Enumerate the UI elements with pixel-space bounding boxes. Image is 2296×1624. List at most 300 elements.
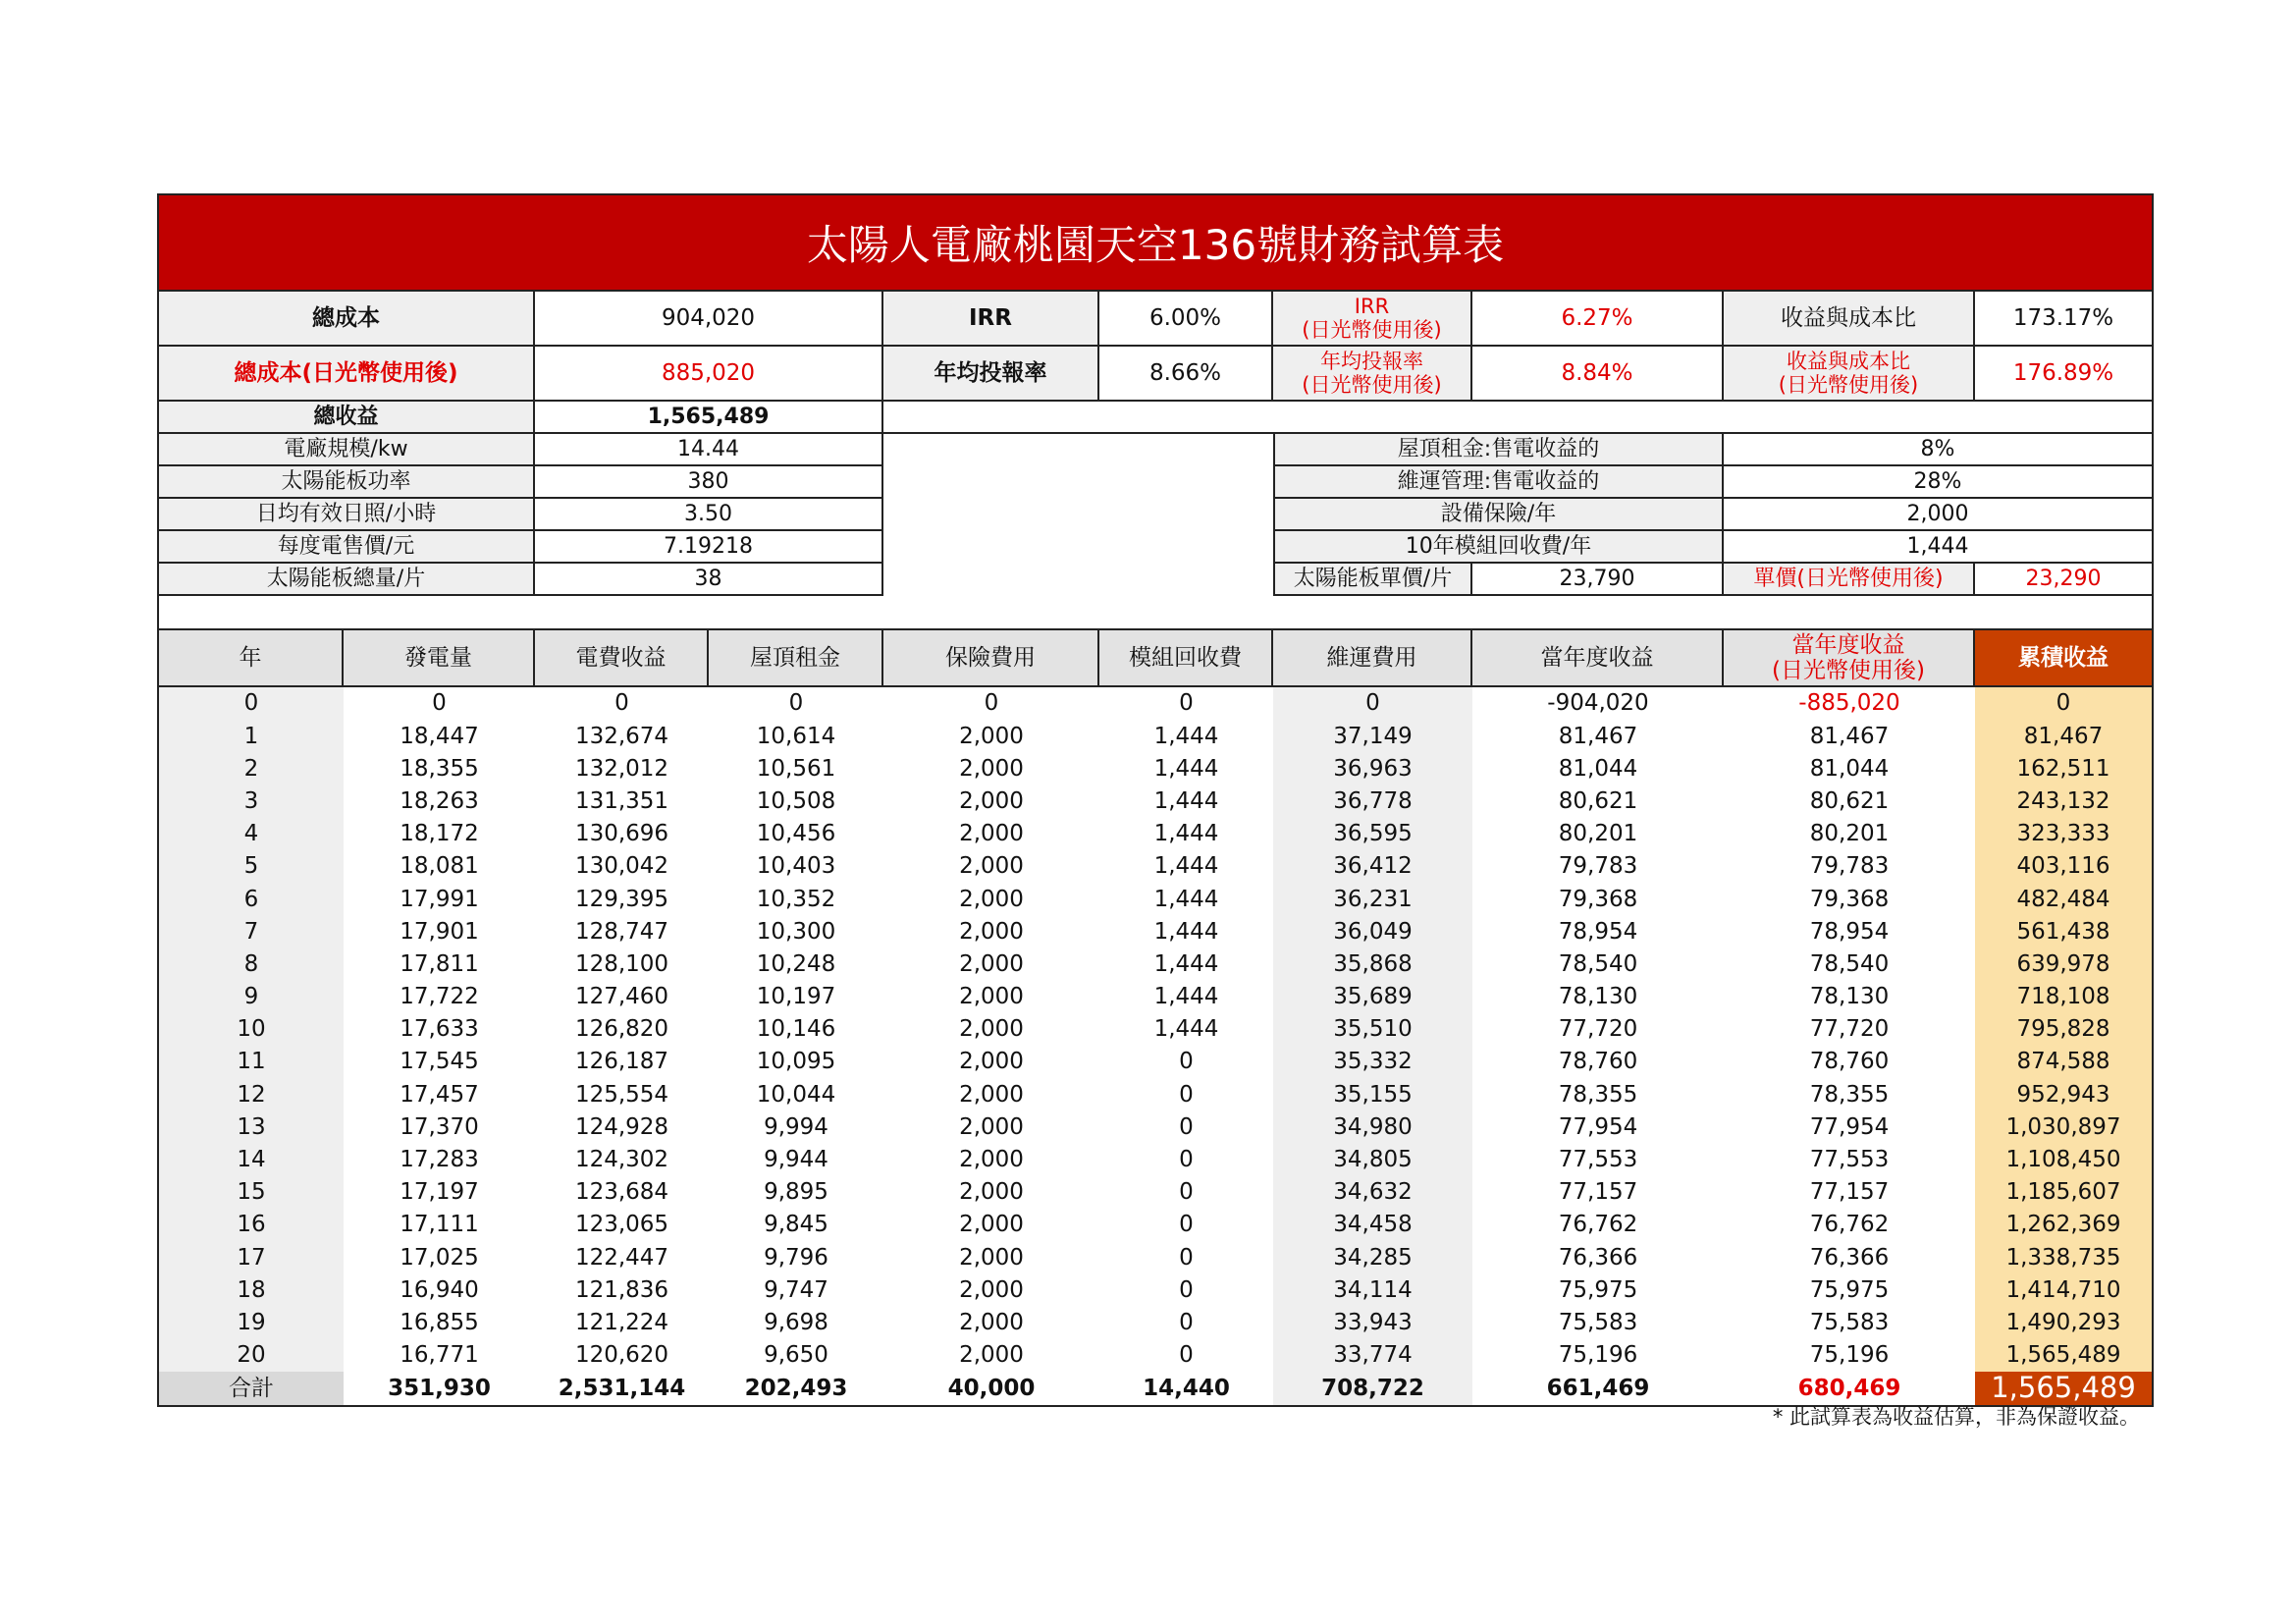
table-cell: 17,283 bbox=[400, 1147, 479, 1172]
table-cell: 17,991 bbox=[400, 886, 479, 912]
table-cell: 17,633 bbox=[400, 1016, 479, 1043]
table-cell: 75,975 bbox=[1809, 1276, 1890, 1303]
total-cell: 351,930 bbox=[388, 1375, 491, 1401]
summary-row-2 bbox=[159, 347, 2152, 402]
table-cell: 2,000 bbox=[959, 1016, 1024, 1043]
table-cell: 1,444 bbox=[1153, 950, 1219, 977]
table-cell: 2,000 bbox=[959, 1081, 1024, 1108]
table-cell: 10 bbox=[159, 1013, 344, 1046]
table-cell: 35,155 bbox=[1273, 1078, 1472, 1110]
table-cell: 75,975 bbox=[1558, 1276, 1638, 1303]
table-cell: 131,351 bbox=[574, 787, 669, 814]
info-row-5 bbox=[159, 564, 2152, 596]
table-cell: 1,444 bbox=[1153, 821, 1219, 847]
table-cell: 76,762 bbox=[1809, 1212, 1890, 1238]
table-cell: 2,000 bbox=[959, 1342, 1024, 1369]
table-cell: 37,149 bbox=[1273, 720, 1472, 752]
total-cost-label: 總成本 bbox=[159, 292, 535, 347]
table-cell: 16,771 bbox=[400, 1342, 479, 1369]
summary-row-1 bbox=[159, 292, 2152, 347]
info-label: 日均有效日照/小時 bbox=[159, 499, 535, 531]
table-cell: 0 bbox=[1179, 1212, 1194, 1238]
ratio-sun-label-line1: 收益與成本比 bbox=[1787, 349, 1910, 373]
financial-sheet bbox=[157, 193, 2154, 1407]
table-cell: 2,000 bbox=[959, 886, 1024, 912]
sheet-title: 太陽人電廠桃園天空136號財務試算表 bbox=[159, 195, 2152, 292]
table-cell: 9,895 bbox=[764, 1179, 828, 1206]
table-cell: 78,540 bbox=[1809, 950, 1890, 977]
table-cell: 10,561 bbox=[756, 755, 836, 782]
table-row bbox=[159, 948, 2152, 981]
table-cell: 9,650 bbox=[764, 1342, 828, 1369]
table-row bbox=[159, 850, 2152, 883]
table-cell: 0 bbox=[1179, 1276, 1194, 1303]
info-label: 屋頂租金:售電收益的 bbox=[1273, 434, 1724, 466]
table-cell: 2 bbox=[159, 752, 344, 785]
info-value: 380 bbox=[535, 466, 883, 499]
irr-sun-label-line1: IRR bbox=[1354, 294, 1390, 318]
table-cell: 35,689 bbox=[1273, 981, 1472, 1013]
table-cell: 243,132 bbox=[1975, 785, 2152, 818]
table-cell: 2,000 bbox=[959, 1147, 1024, 1172]
ratio-value: 173.17% bbox=[1975, 292, 2152, 347]
table-cell: 123,065 bbox=[574, 1212, 669, 1238]
table-cell: 1,444 bbox=[1153, 755, 1219, 782]
table-cell: 10,146 bbox=[756, 1016, 836, 1043]
table-cell: 1,444 bbox=[1153, 723, 1219, 749]
table-cell: 75,583 bbox=[1809, 1309, 1890, 1335]
header-generation: 發電量 bbox=[344, 630, 535, 687]
table-cell: 17,111 bbox=[400, 1212, 479, 1238]
table-cell: 2,000 bbox=[959, 1244, 1024, 1271]
table-cell: 9,845 bbox=[764, 1212, 828, 1238]
info-row-3 bbox=[159, 499, 2152, 531]
table-cell: 2,000 bbox=[959, 1179, 1024, 1206]
table-cell: 36,049 bbox=[1273, 915, 1472, 947]
table-row bbox=[159, 1307, 2152, 1339]
table-cell: 3 bbox=[159, 785, 344, 818]
header-maintenance: 維運費用 bbox=[1273, 630, 1472, 687]
table-cell: 121,224 bbox=[574, 1309, 669, 1335]
table-cell: 124,928 bbox=[574, 1113, 669, 1140]
table-cell: 162,511 bbox=[1975, 752, 2152, 785]
table-cell: 2,000 bbox=[959, 821, 1024, 847]
table-row bbox=[159, 1176, 2152, 1209]
table-cell: 36,963 bbox=[1273, 752, 1472, 785]
table-cell: 10,095 bbox=[756, 1049, 836, 1075]
table-cell: 35,510 bbox=[1273, 1013, 1472, 1046]
table-cell: -885,020 bbox=[1798, 690, 1900, 717]
table-cell: 9,796 bbox=[764, 1244, 828, 1271]
table-cell: 78,355 bbox=[1809, 1081, 1890, 1108]
table-cell: 9,994 bbox=[764, 1113, 828, 1140]
table-row bbox=[159, 720, 2152, 752]
table-cell: 0 bbox=[1179, 690, 1194, 717]
table-cell: 17,457 bbox=[400, 1081, 479, 1108]
table-cell: 2,000 bbox=[959, 984, 1024, 1010]
table-cell: 323,333 bbox=[1975, 818, 2152, 850]
info-value: 8% bbox=[1724, 434, 2152, 466]
unit-price-sun-value: 23,290 bbox=[1975, 564, 2152, 596]
table-cell: 36,595 bbox=[1273, 818, 1472, 850]
table-cell: 5 bbox=[159, 850, 344, 883]
table-cell: 79,783 bbox=[1809, 853, 1890, 880]
total-cost-sun-value: 885,020 bbox=[535, 347, 883, 402]
header-annual-income: 當年度收益 bbox=[1472, 630, 1724, 687]
table-cell: 80,621 bbox=[1558, 787, 1638, 814]
header-annual-income-sun bbox=[1724, 630, 1975, 687]
table-row bbox=[159, 1013, 2152, 1046]
table-cell: 0 bbox=[1179, 1113, 1194, 1140]
table-cell: 17,197 bbox=[400, 1179, 479, 1206]
info-value: 28% bbox=[1724, 466, 2152, 499]
table-cell: 77,720 bbox=[1809, 1016, 1890, 1043]
table-cell: 10,456 bbox=[756, 821, 836, 847]
table-cell: 639,978 bbox=[1975, 948, 2152, 981]
header-annual-income-sun-line2: (日光幣使用後) bbox=[1772, 658, 1925, 683]
table-cell: 76,366 bbox=[1809, 1244, 1890, 1271]
table-cell: 126,820 bbox=[574, 1016, 669, 1043]
info-label: 太陽能板功率 bbox=[159, 466, 535, 499]
table-cell: 2,000 bbox=[959, 853, 1024, 880]
info-blank bbox=[883, 402, 2152, 434]
table-cell: 81,044 bbox=[1809, 755, 1890, 782]
table-cell: 952,943 bbox=[1975, 1078, 2152, 1110]
header-cumulative-income: 累積收益 bbox=[1975, 630, 2152, 687]
ratio-sun-label-line2: (日光幣使用後) bbox=[1778, 373, 1919, 397]
table-cell: 1 bbox=[159, 720, 344, 752]
table-cell: 0 bbox=[1179, 1244, 1194, 1271]
total-cell: 14,440 bbox=[1143, 1375, 1230, 1401]
table-cell: 9,698 bbox=[764, 1309, 828, 1335]
table-cell: 121,836 bbox=[574, 1276, 669, 1303]
avg-return-sun-label bbox=[1273, 347, 1472, 402]
table-cell: 75,196 bbox=[1558, 1342, 1638, 1369]
table-cell: 78,954 bbox=[1809, 918, 1890, 945]
table-row bbox=[159, 1144, 2152, 1176]
table-cell: 17,811 bbox=[400, 950, 479, 977]
total-cell: 708,722 bbox=[1273, 1372, 1472, 1405]
table-cell: 10,248 bbox=[756, 950, 836, 977]
table-cell: 9,747 bbox=[764, 1276, 828, 1303]
table-cell: 12 bbox=[159, 1078, 344, 1110]
table-cell: 2,000 bbox=[959, 1113, 1024, 1140]
table-cell: 124,302 bbox=[574, 1147, 669, 1172]
table-header bbox=[159, 630, 2152, 687]
table-cell: 81,467 bbox=[1809, 723, 1890, 749]
table-cell: 1,444 bbox=[1153, 984, 1219, 1010]
table-row bbox=[159, 1209, 2152, 1241]
table-cell: 17,545 bbox=[400, 1049, 479, 1075]
table-cell: 9 bbox=[159, 981, 344, 1013]
table-cell: 78,954 bbox=[1558, 918, 1638, 945]
table-cell: 1,444 bbox=[1153, 787, 1219, 814]
avg-return-label: 年均投報率 bbox=[883, 347, 1099, 402]
table-cell: 10,614 bbox=[756, 723, 836, 749]
table-cell: 0 bbox=[1975, 687, 2152, 720]
table-cell: 0 bbox=[1179, 1309, 1194, 1335]
table-cell: 36,412 bbox=[1273, 850, 1472, 883]
table-cell: 80,201 bbox=[1809, 821, 1890, 847]
info-label: 電廠規模/kw bbox=[159, 434, 535, 466]
table-cell: 81,044 bbox=[1558, 755, 1638, 782]
table-cell: 77,553 bbox=[1809, 1147, 1890, 1172]
table-cell: 125,554 bbox=[574, 1081, 669, 1108]
unit-price-sun-label: 單價(日光幣使用後) bbox=[1724, 564, 1975, 596]
table-cell: 34,458 bbox=[1273, 1209, 1472, 1241]
table-cell: 75,196 bbox=[1809, 1342, 1890, 1369]
table-cell: 132,674 bbox=[574, 723, 669, 749]
table-cell: 76,366 bbox=[1558, 1244, 1638, 1271]
info-row-4 bbox=[159, 531, 2152, 564]
table-cell: 561,438 bbox=[1975, 915, 2152, 947]
info-label: 維運管理:售電收益的 bbox=[1273, 466, 1724, 499]
table-cell: 36,778 bbox=[1273, 785, 1472, 818]
irr-label: IRR bbox=[883, 292, 1099, 347]
info-blank bbox=[883, 466, 1273, 499]
table-row bbox=[159, 1339, 2152, 1372]
table-cell: 10,352 bbox=[756, 886, 836, 912]
table-cell: 122,447 bbox=[574, 1244, 669, 1271]
table-row bbox=[159, 1273, 2152, 1306]
info-value: 38 bbox=[535, 564, 883, 596]
table-cell: 18,355 bbox=[400, 755, 479, 782]
table-row bbox=[159, 1241, 2152, 1273]
table-cell: 34,285 bbox=[1273, 1241, 1472, 1273]
table-cell: 10,508 bbox=[756, 787, 836, 814]
total-cost-value: 904,020 bbox=[535, 292, 883, 347]
table-cell: 132,012 bbox=[574, 755, 669, 782]
table-body bbox=[159, 687, 2152, 1372]
table-total-row bbox=[159, 1372, 2152, 1405]
table-cell: 34,980 bbox=[1273, 1110, 1472, 1143]
disclaimer-note: * 此試算表為收益估算，非為保證收益。 bbox=[1772, 1405, 2140, 1429]
table-cell: 0 bbox=[432, 690, 447, 717]
info-label: 每度電售價/元 bbox=[159, 531, 535, 564]
spacer-row bbox=[159, 596, 2152, 630]
table-cell: 33,774 bbox=[1273, 1339, 1472, 1372]
table-cell: 1,338,735 bbox=[1975, 1241, 2152, 1273]
ratio-label: 收益與成本比 bbox=[1724, 292, 1975, 347]
table-cell: 874,588 bbox=[1975, 1046, 2152, 1078]
irr-sun-value: 6.27% bbox=[1472, 292, 1724, 347]
table-row bbox=[159, 818, 2152, 850]
table-cell: 18,081 bbox=[400, 853, 479, 880]
avg-return-value: 8.66% bbox=[1099, 347, 1273, 402]
table-cell: 123,684 bbox=[574, 1179, 669, 1206]
table-cell: 78,540 bbox=[1558, 950, 1638, 977]
total-label: 合計 bbox=[159, 1372, 344, 1405]
table-cell: 76,762 bbox=[1558, 1212, 1638, 1238]
table-cell: 0 bbox=[1179, 1081, 1194, 1108]
total-cost-sun-label: 總成本(日光幣使用後) bbox=[159, 347, 535, 402]
info-row-0 bbox=[159, 402, 2152, 434]
irr-sun-label bbox=[1273, 292, 1472, 347]
ratio-sun-value: 176.89% bbox=[1975, 347, 2152, 402]
header-year: 年 bbox=[159, 630, 344, 687]
irr-sun-label-line2: (日光幣使用後) bbox=[1302, 318, 1442, 342]
table-cell: 17 bbox=[159, 1241, 344, 1273]
table-row bbox=[159, 915, 2152, 947]
table-cell: 75,583 bbox=[1558, 1309, 1638, 1335]
table-cell: 130,696 bbox=[574, 821, 669, 847]
table-cell: 0 bbox=[984, 690, 999, 717]
table-cell: 10,300 bbox=[756, 918, 836, 945]
info-value: 14.44 bbox=[535, 434, 883, 466]
table-cell: 10,403 bbox=[756, 853, 836, 880]
table-cell: 18,263 bbox=[400, 787, 479, 814]
unit-price-label: 太陽能板單價/片 bbox=[1273, 564, 1472, 596]
info-label: 太陽能板總量/片 bbox=[159, 564, 535, 596]
table-cell: 0 bbox=[159, 687, 344, 720]
info-value: 7.19218 bbox=[535, 531, 883, 564]
table-cell: 77,954 bbox=[1809, 1113, 1890, 1140]
table-cell: 126,187 bbox=[574, 1049, 669, 1075]
table-row bbox=[159, 981, 2152, 1013]
table-cell: 2,000 bbox=[959, 723, 1024, 749]
info-label: 設備保險/年 bbox=[1273, 499, 1724, 531]
table-cell: 79,783 bbox=[1558, 853, 1638, 880]
table-cell: 16,855 bbox=[400, 1309, 479, 1335]
table-cell: 36,231 bbox=[1273, 883, 1472, 915]
table-cell: 17,370 bbox=[400, 1113, 479, 1140]
table-cell: 1,444 bbox=[1153, 886, 1219, 912]
table-cell: 17,722 bbox=[400, 984, 479, 1010]
info-value: 2,000 bbox=[1724, 499, 2152, 531]
table-cell: 81,467 bbox=[1558, 723, 1638, 749]
table-cell: 0 bbox=[1179, 1342, 1194, 1369]
info-label: 總收益 bbox=[159, 402, 535, 434]
total-cell: 2,531,144 bbox=[558, 1375, 686, 1401]
total-cell: 40,000 bbox=[947, 1375, 1036, 1401]
total-cell: 661,469 bbox=[1546, 1375, 1650, 1401]
info-blank bbox=[883, 564, 1273, 596]
table-row bbox=[159, 1046, 2152, 1078]
table-cell: 127,460 bbox=[574, 984, 669, 1010]
table-cell: 77,720 bbox=[1558, 1016, 1638, 1043]
table-cell: 1,444 bbox=[1153, 918, 1219, 945]
table-cell: 78,355 bbox=[1558, 1081, 1638, 1108]
table-cell: 18,447 bbox=[400, 723, 479, 749]
table-cell: 79,368 bbox=[1558, 886, 1638, 912]
table-cell: 129,395 bbox=[574, 886, 669, 912]
table-cell: 6 bbox=[159, 883, 344, 915]
table-cell: 482,484 bbox=[1975, 883, 2152, 915]
total-cell: 1,565,489 bbox=[1975, 1372, 2152, 1405]
header-electricity-revenue: 電費收益 bbox=[535, 630, 709, 687]
total-cell: 202,493 bbox=[744, 1375, 848, 1401]
header-annual-income-sun-line1: 當年度收益 bbox=[1791, 631, 1905, 658]
table-cell: 718,108 bbox=[1975, 981, 2152, 1013]
header-module-recycling: 模組回收費 bbox=[1099, 630, 1273, 687]
table-cell: 2,000 bbox=[959, 755, 1024, 782]
table-cell: 34,114 bbox=[1273, 1273, 1472, 1306]
table-cell: 1,185,607 bbox=[1975, 1176, 2152, 1209]
table-cell: -904,020 bbox=[1547, 690, 1649, 717]
table-cell: 2,000 bbox=[959, 1049, 1024, 1075]
table-cell: 13 bbox=[159, 1110, 344, 1143]
table-cell: 80,621 bbox=[1809, 787, 1890, 814]
table-cell: 4 bbox=[159, 818, 344, 850]
table-cell: 16,940 bbox=[400, 1276, 479, 1303]
table-cell: 78,130 bbox=[1809, 984, 1890, 1010]
table-cell: 7 bbox=[159, 915, 344, 947]
table-cell: 0 bbox=[614, 690, 629, 717]
table-cell: 2,000 bbox=[959, 1309, 1024, 1335]
table-cell: 18,172 bbox=[400, 821, 479, 847]
info-blank bbox=[883, 499, 1273, 531]
table-cell: 19 bbox=[159, 1307, 344, 1339]
total-cell: 680,469 bbox=[1797, 1375, 1901, 1401]
table-cell: 79,368 bbox=[1809, 886, 1890, 912]
table-cell: 80,201 bbox=[1558, 821, 1638, 847]
table-cell: 78,130 bbox=[1558, 984, 1638, 1010]
table-cell: 0 bbox=[1179, 1049, 1194, 1075]
table-cell: 2,000 bbox=[959, 950, 1024, 977]
info-value: 3.50 bbox=[535, 499, 883, 531]
table-cell: 1,030,897 bbox=[1975, 1110, 2152, 1143]
table-cell: 10,044 bbox=[756, 1081, 836, 1108]
table-row bbox=[159, 752, 2152, 785]
table-cell: 0 bbox=[1179, 1179, 1194, 1206]
avg-return-sun-label-line1: 年均投報率 bbox=[1320, 349, 1423, 373]
table-cell: 35,332 bbox=[1273, 1046, 1472, 1078]
info-row-1 bbox=[159, 434, 2152, 466]
table-cell: 33,943 bbox=[1273, 1307, 1472, 1339]
unit-price-value: 23,790 bbox=[1472, 564, 1724, 596]
table-cell: 0 bbox=[1179, 1147, 1194, 1172]
header-insurance: 保險費用 bbox=[883, 630, 1099, 687]
info-value: 1,444 bbox=[1724, 531, 2152, 564]
irr-value: 6.00% bbox=[1099, 292, 1273, 347]
table-row bbox=[159, 687, 2152, 720]
info-blank bbox=[883, 531, 1273, 564]
table-cell: 77,157 bbox=[1558, 1179, 1638, 1206]
table-cell: 77,157 bbox=[1809, 1179, 1890, 1206]
info-value: 1,565,489 bbox=[535, 402, 883, 434]
table-cell: 120,620 bbox=[574, 1342, 669, 1369]
table-cell: 15 bbox=[159, 1176, 344, 1209]
header-roof-rent: 屋頂租金 bbox=[709, 630, 883, 687]
table-cell: 16 bbox=[159, 1209, 344, 1241]
table-cell: 2,000 bbox=[959, 918, 1024, 945]
table-cell: 34,805 bbox=[1273, 1144, 1472, 1176]
avg-return-sun-label-line2: (日光幣使用後) bbox=[1302, 373, 1442, 397]
ratio-sun-label bbox=[1724, 347, 1975, 402]
info-label: 10年模組回收費/年 bbox=[1273, 531, 1724, 564]
table-cell: 795,828 bbox=[1975, 1013, 2152, 1046]
table-cell: 10,197 bbox=[756, 984, 836, 1010]
table-cell: 0 bbox=[788, 690, 804, 717]
table-cell: 18 bbox=[159, 1273, 344, 1306]
table-cell: 128,100 bbox=[574, 950, 669, 977]
table-cell: 77,954 bbox=[1558, 1113, 1638, 1140]
table-cell: 17,901 bbox=[400, 918, 479, 945]
table-cell: 11 bbox=[159, 1046, 344, 1078]
table-cell: 78,760 bbox=[1809, 1049, 1890, 1075]
table-row bbox=[159, 1078, 2152, 1110]
table-cell: 17,025 bbox=[400, 1244, 479, 1271]
table-cell: 9,944 bbox=[764, 1147, 828, 1172]
table-row bbox=[159, 1110, 2152, 1143]
table-row bbox=[159, 883, 2152, 915]
table-cell: 1,444 bbox=[1153, 1016, 1219, 1043]
table-row bbox=[159, 785, 2152, 818]
table-cell: 1,490,293 bbox=[1975, 1307, 2152, 1339]
table-cell: 2,000 bbox=[959, 787, 1024, 814]
table-cell: 128,747 bbox=[574, 918, 669, 945]
table-cell: 2,000 bbox=[959, 1276, 1024, 1303]
